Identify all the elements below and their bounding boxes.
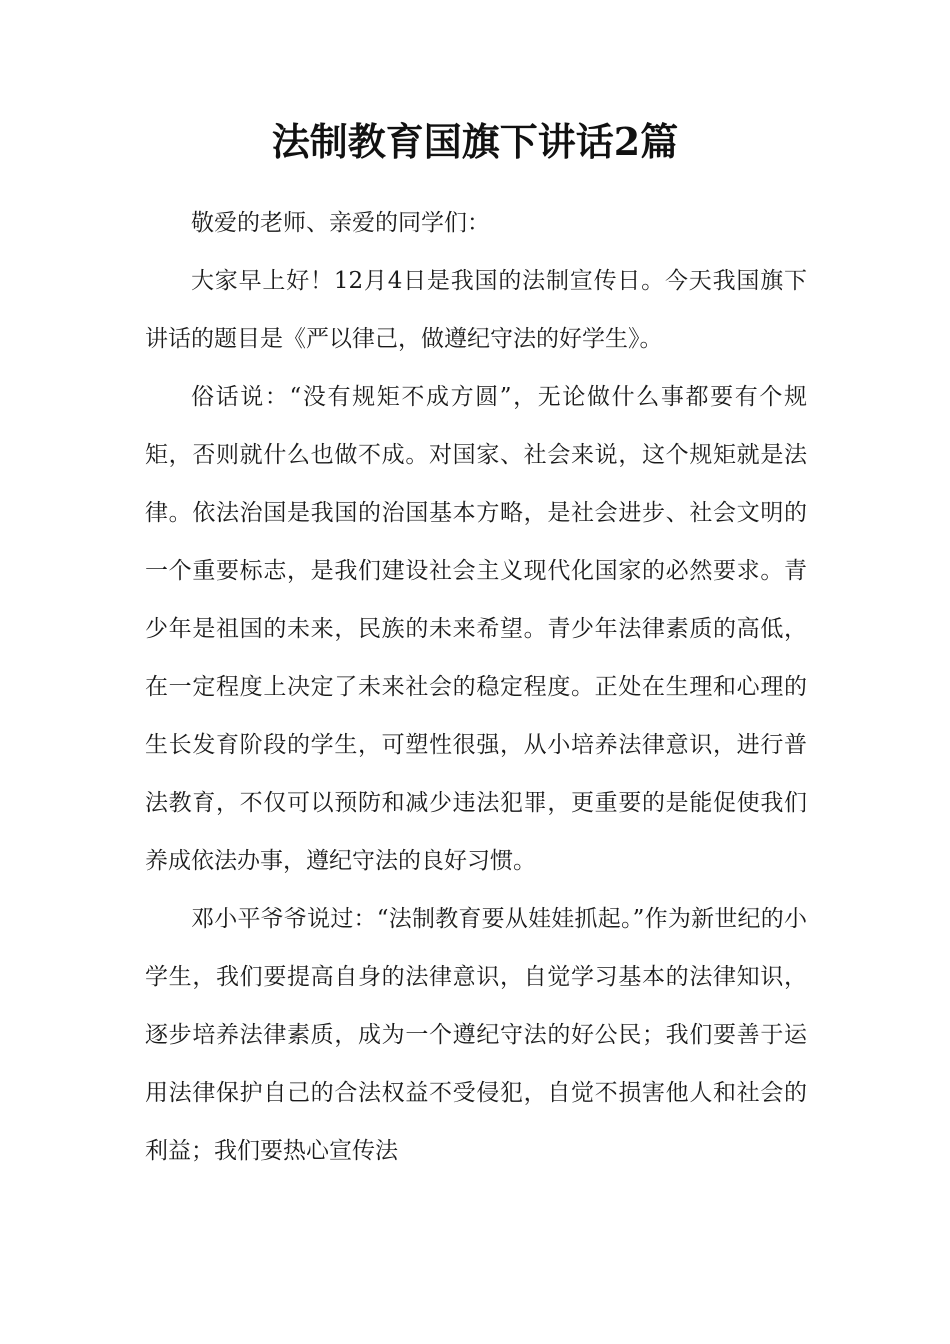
body-paragraph: 大家早上好！12月4日是我国的法制宣传日。今天我国旗下讲话的题目是《严以律己，做遵纪守法的好学生》。 <box>145 268 807 352</box>
greeting-paragraph: 敬爱的老师、亲爱的同学们： <box>191 210 490 236</box>
body-paragraph: 俗话说：“没有规矩不成方圆”，无论做什么事都要有个规矩，否则就什么也做不成。对国家、社会来说，这个规矩就是法律。依法治国是我国的治国基本方略，是社会进步、社会文明的一个重要标志，是我们建设社会主义现代化国家的必然要求。青少年是祖国的未来，民族的未来希望。青少年法律素质的高低，在一定程度上决定了未来社会的稳定程度。正处在生理和心理的生长发育阶段的学生，可塑性很强，从小培养法律意识，进行普法教育，不仅可以预防和减少违法犯罪，更重要的是能促使我们养成依法办事，遵纪守法的良好习惯。 <box>145 384 807 874</box>
body-paragraph: 邓小平爷爷说过：“法制教育要从娃娃抓起。”作为新世纪的小学生，我们要提高自身的法律意识，自觉学习基本的法律知识，逐步培养法律素质，成为一个遵纪守法的好公民；我们要善于运用法律保护自己的合法权益不受侵犯，自觉不损害他人和社会的利益；我们要热心宣传法 <box>145 906 807 1164</box>
document-title: 法制教育国旗下讲话2篇 <box>271 119 679 164</box>
document-body <box>145 194 807 1180</box>
